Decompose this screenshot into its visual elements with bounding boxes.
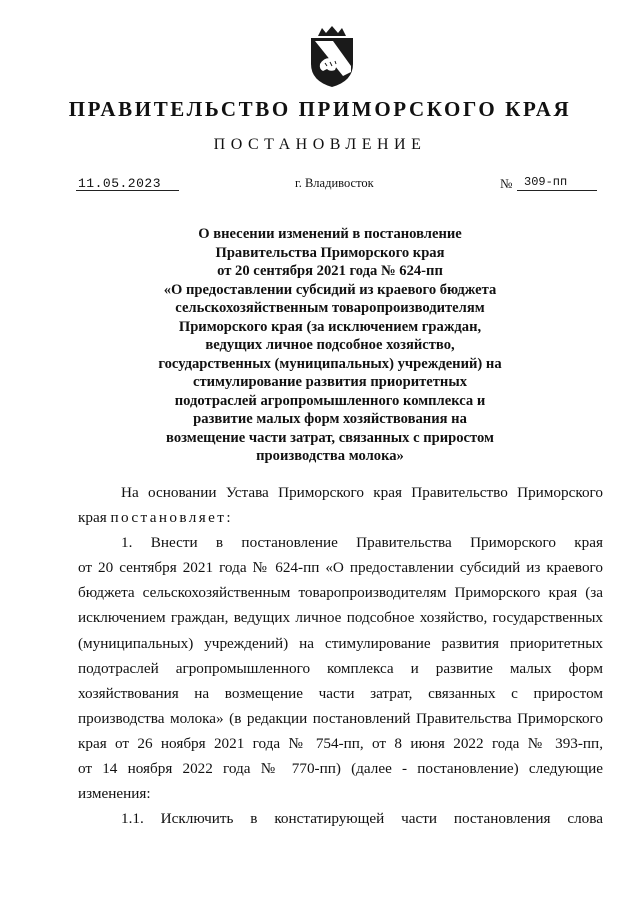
subject-line: производства молока» — [256, 448, 404, 464]
subject-line: подотраслей агропромышленного комплекса и — [174, 392, 486, 409]
body-line: исключением граждан, ведущих личное подсобное хозяйство, государственных — [78, 609, 603, 627]
document-type: ПОСТАНОВЛЕНИЕ — [213, 136, 427, 153]
body-line: хозяйствования на возмещение части затрат, связанных с приростом — [78, 684, 603, 702]
body-line: производства молока» (в редакции постановлений Правительства Приморского — [78, 709, 603, 727]
subject-line: «О предоставлении субсидий из краевого бюджета — [163, 281, 497, 298]
body-line: На основании Устава Приморского края Правительство Приморского — [121, 484, 603, 501]
body-line: подотраслей агропромышленного комплекса и развитие малых форм — [78, 659, 603, 677]
subject-line: государственных (муниципальных) учреждений) на — [158, 355, 502, 372]
subject-line: развитие малых форм хозяйствования на — [193, 411, 467, 427]
body-line: от 20 сентября 2021 года № 624-пп «О предоставлении субсидий из краевого — [78, 559, 603, 577]
document-number: 309-пп — [524, 175, 568, 189]
subject-line: от 20 сентября 2021 года № 624-пп — [217, 263, 443, 279]
subject-line: стимулирование развития приоритетных — [192, 374, 468, 390]
subject-line: О внесении изменений в постановление — [198, 226, 462, 242]
decree-word: постановляет: — [110, 509, 233, 527]
body-line: (муниципальных) учреждений) на стимулирование развития приоритетных — [78, 634, 603, 652]
subject-line: Приморского края (за исключением граждан, — [178, 318, 482, 335]
government-title: ПРАВИТЕЛЬСТВО ПРИМОРСКОГО КРАЯ — [68, 97, 572, 121]
document-city: г. Владивосток — [295, 176, 374, 190]
body-line: от 14 ноября 2022 года № 770-пп) (далее - постановление) следующие — [78, 760, 603, 778]
number-sign: № — [500, 176, 513, 191]
coat-of-arms-icon — [303, 26, 361, 88]
document-subject — [130, 225, 530, 466]
body-line: бюджета сельскохозяйственным товаропроизводителям Приморского края (за — [78, 584, 603, 602]
body-line: 1. Внести в постановление Правительства Приморского края — [121, 534, 603, 552]
subject-line: возмещение части затрат, связанных с приростом — [166, 429, 494, 446]
number-underline — [517, 190, 597, 191]
subject-line: сельскохозяйственным товаропроизводителям — [175, 300, 485, 316]
body-line: изменения: — [78, 785, 151, 803]
subject-line: Правительства Приморского края — [215, 244, 445, 261]
document-body — [78, 480, 603, 831]
subject-line: ведущих личное подсобное хозяйство, — [205, 337, 455, 353]
body-line: 1.1. Исключить в констатирующей части постановления слова — [121, 810, 603, 828]
body-text: края — [78, 509, 111, 527]
document-date: 11.05.2023 — [78, 176, 162, 191]
body-line: края от 26 ноября 2021 года № 754-пп, от 8 июня 2022 года № 393-пп, — [78, 734, 603, 752]
body-line — [78, 505, 603, 530]
date-underline — [76, 190, 179, 191]
